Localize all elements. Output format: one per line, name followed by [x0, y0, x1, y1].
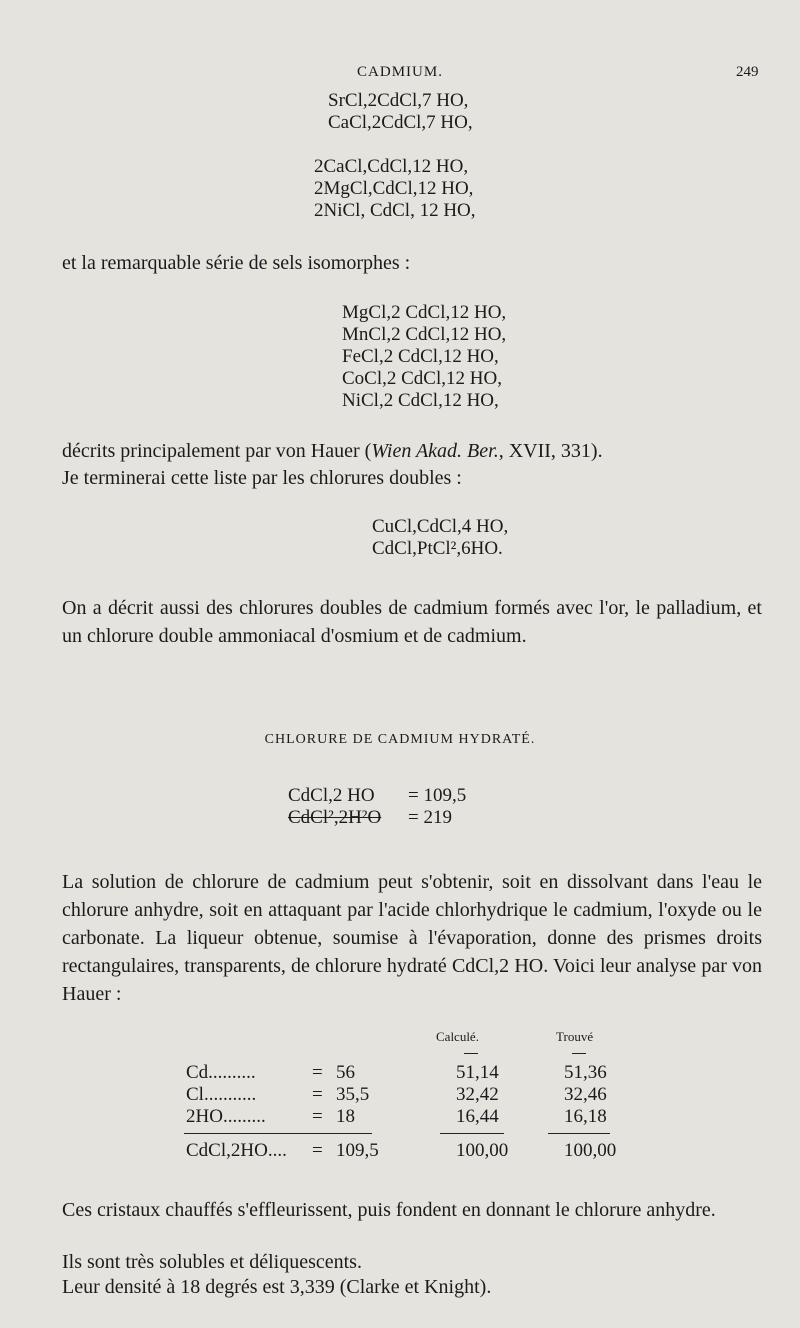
row-label: 2HO......... [186, 1106, 266, 1127]
solubility-line: Ils sont très solubles et déliquescents. [62, 1251, 362, 1273]
equation-rhs: = 109,5 [408, 785, 467, 806]
isomorph-intro: et la remarquable série de sels isomorphes : [62, 252, 411, 274]
page-number: 249 [736, 64, 759, 80]
column-dash [572, 1053, 586, 1054]
formula-line: SrCl,2CdCl,7 HO, [328, 90, 469, 111]
formula-line: MgCl,2 CdCl,12 HO, [342, 302, 507, 323]
paragraph-palladium: On a décrit aussi des chlorures doubles de cadmium formés avec l'or, le palladium, et un chlorure double ammoniacal d'osmium et de cadmium. [62, 597, 762, 647]
journal-title: Wien Akad. Ber. [371, 440, 499, 462]
column-header-calcule: Calculé. [436, 1029, 479, 1044]
row-trouve: 51,36 [564, 1062, 607, 1083]
row-trouve: 16,18 [564, 1106, 607, 1127]
section-title: CHLORURE DE CADMIUM HYDRATÉ. [264, 732, 536, 747]
hauer-reference [62, 440, 603, 463]
sum-rule [440, 1133, 504, 1134]
hauer-ref-volume: , XVII, 331). [498, 440, 603, 462]
column-header-trouve: Trouvé [556, 1029, 594, 1044]
row-trouve: 32,46 [564, 1084, 607, 1105]
formula-line: CuCl,CdCl,4 HO, [372, 516, 509, 537]
row-value: 18 [336, 1106, 355, 1127]
formula-line: FeCl,2 CdCl,12 HO, [342, 346, 499, 367]
row-calcule: 16,44 [456, 1106, 499, 1127]
equation-line [288, 807, 452, 829]
doubles-intro: Je terminerai cette liste par les chlorures doubles : [62, 467, 462, 489]
row-equals: = [312, 1106, 323, 1127]
row-label: Cd.......... [186, 1062, 256, 1083]
column-dash [464, 1053, 478, 1054]
formula-line: NiCl,2 CdCl,12 HO, [342, 390, 499, 411]
formula-line: CaCl,2CdCl,7 HO, [328, 112, 473, 133]
total-calcule: 100,00 [456, 1140, 509, 1161]
equation-lhs-struck: CdCl²,2H²O [288, 807, 382, 828]
paragraph-crystals: Ces cristaux chauffés s'effleurissent, puis fondent en donnant le chlorure anhydre. [62, 1199, 716, 1221]
row-calcule: 32,42 [456, 1084, 499, 1105]
row-equals: = [312, 1062, 323, 1083]
row-value: 56 [336, 1062, 355, 1083]
row-value: 35,5 [336, 1084, 370, 1105]
formula-line: 2NiCl, CdCl, 12 HO, [314, 200, 476, 221]
paragraph-solution: La solution de chlorure de cadmium peut s'obtenir, soit en dissolvant dans l'eau le chlorure anhydre, soit en attaquant par l'acide chlorhydrique le cadmium, l'oxyde ou le carbonate. La liqueur obtenue, soumise à l'évaporation, donne des prismes droits rectangulaires, transparents, de chlorure hydraté CdCl,2 HO. Voici leur analyse par von Hauer : [62, 871, 762, 1005]
total-equals: = [312, 1140, 323, 1161]
row-equals: = [312, 1084, 323, 1105]
formula-line: MnCl,2 CdCl,12 HO, [342, 324, 507, 345]
formula-line: CdCl,PtCl²,6HO. [372, 538, 503, 559]
formula-line: 2CaCl,CdCl,12 HO, [314, 156, 469, 177]
equation-lhs: CdCl,2 HO [288, 785, 375, 806]
hauer-ref-text: décrits principalement par von Hauer ( [62, 440, 372, 462]
density-line: Leur densité à 18 degrés est 3,339 (Clarke et Knight). [62, 1276, 492, 1298]
sum-rule [184, 1133, 372, 1134]
total-value: 109,5 [336, 1140, 379, 1161]
running-header: CADMIUM. [357, 64, 443, 80]
equation-rhs: = 219 [408, 807, 452, 828]
row-label: Cl........... [186, 1084, 257, 1105]
formula-line: CoCl,2 CdCl,12 HO, [342, 368, 502, 389]
total-trouve: 100,00 [564, 1140, 617, 1161]
sum-rule [548, 1133, 610, 1134]
total-label: CdCl,2HO.... [186, 1140, 287, 1161]
formula-line: 2MgCl,CdCl,12 HO, [314, 178, 474, 199]
equation-line [288, 785, 466, 807]
row-calcule: 51,14 [456, 1062, 499, 1083]
